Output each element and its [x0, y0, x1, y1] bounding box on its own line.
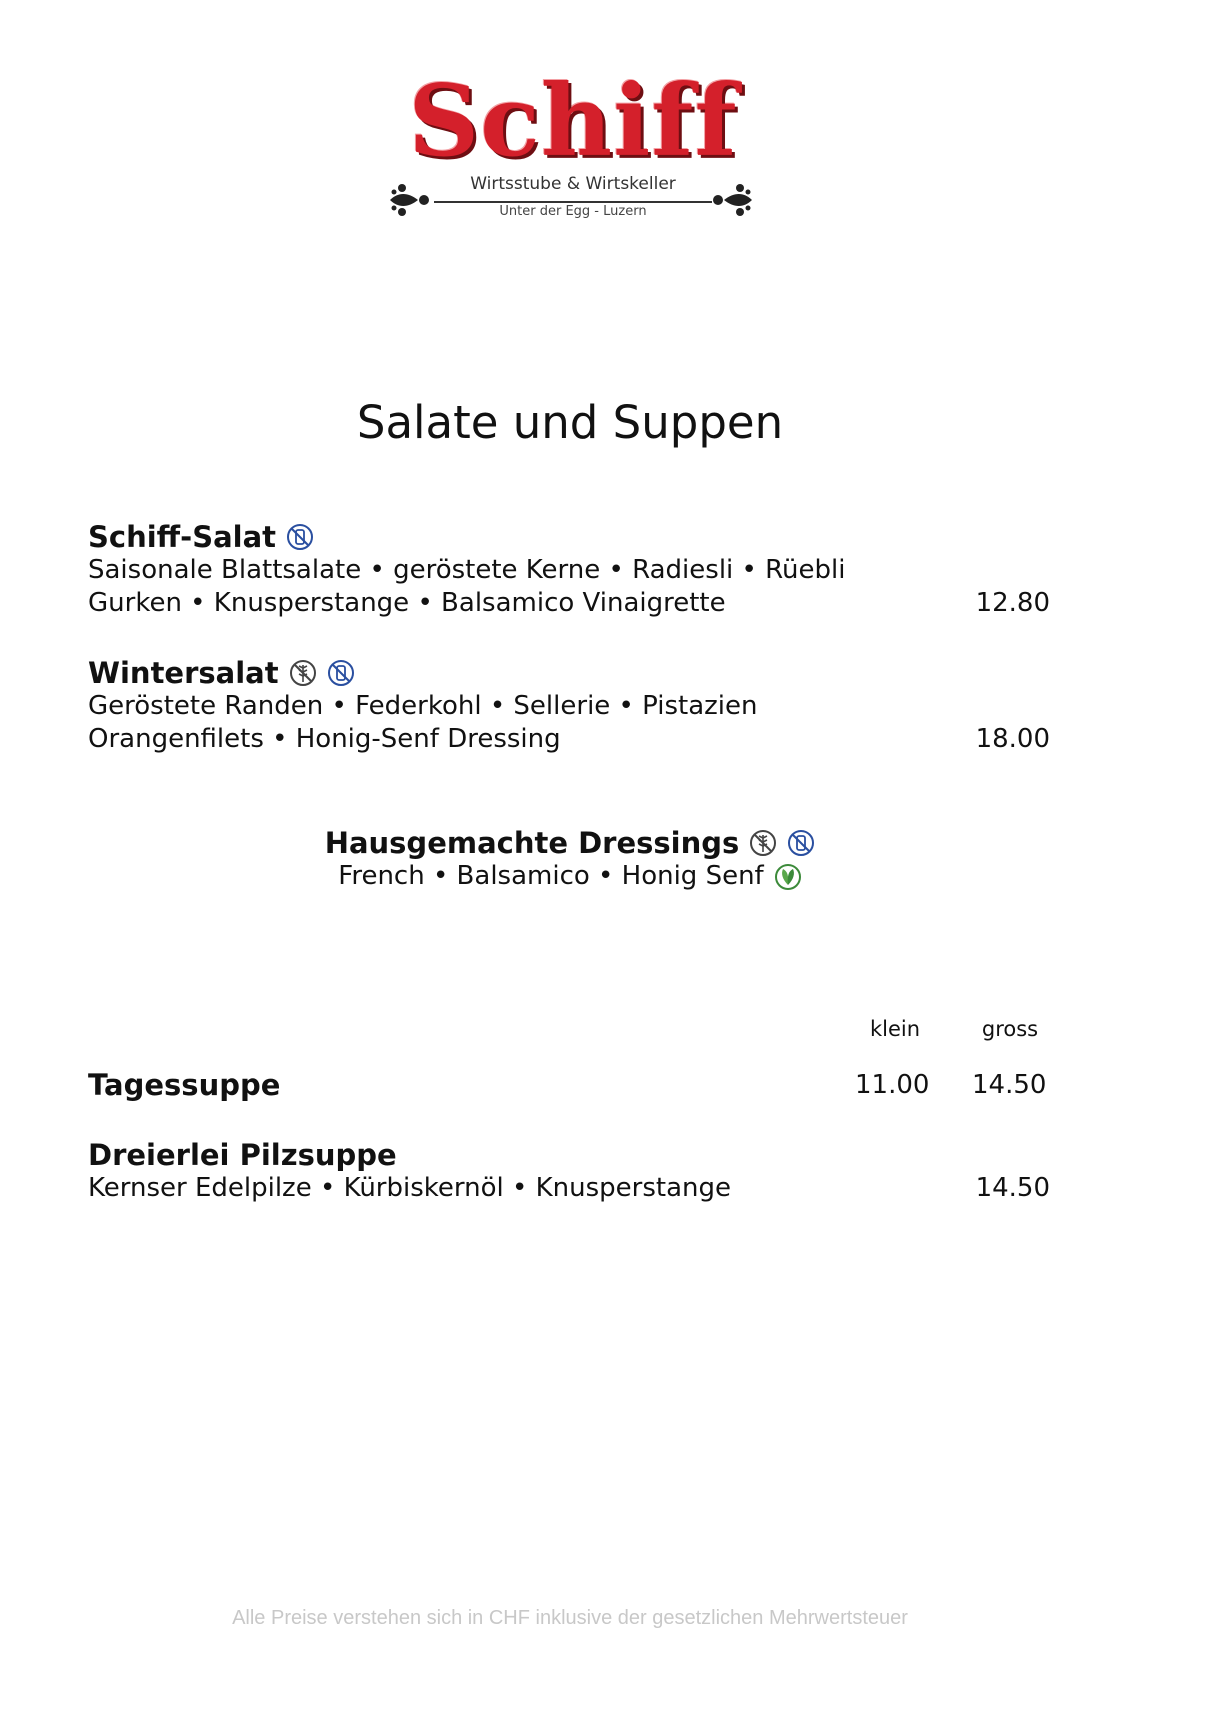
column-header-large: gross [981, 1017, 1039, 1041]
item-name: Dreierlei Pilzsuppe [88, 1138, 397, 1172]
gluten-free-icon [749, 829, 777, 857]
gluten-free-icon [289, 659, 317, 687]
menu-item-dressings [0, 826, 1140, 893]
vegan-icon [774, 863, 802, 891]
item-name: Tagessuppe [88, 1068, 281, 1102]
lactose-free-icon [327, 659, 355, 687]
item-name: Wintersalat [88, 656, 279, 690]
menu-item-wintersalat [88, 656, 1050, 756]
item-description: Orangenfilets • Honig-Senf Dressing [88, 724, 561, 754]
ornament-right-icon [710, 178, 754, 222]
restaurant-logo [388, 66, 758, 236]
column-header-small: klein [869, 1017, 921, 1041]
page-title: Salate und Suppen [356, 396, 784, 450]
item-description: Gurken • Knusperstange • Balsamico Vinaigrette [88, 588, 726, 618]
ornament-left-icon [388, 178, 432, 222]
logo-divider [434, 201, 712, 203]
footer-note: Alle Preise verstehen sich in CHF inklusive der gesetzlichen Mehrwertsteuer [232, 1607, 908, 1629]
logo-wordmark: Schiff [408, 64, 738, 179]
item-price: 18.00 [975, 724, 1050, 754]
item-price: 14.50 [975, 1173, 1050, 1203]
menu-item-schiff-salat [88, 520, 1050, 620]
menu-item-pilzsuppe [88, 1138, 1050, 1205]
logo-location: Unter der Egg - Luzern [499, 204, 647, 219]
lactose-free-icon [286, 523, 314, 551]
lactose-free-icon [787, 829, 815, 857]
item-name: Hausgemachte Dressings [324, 826, 740, 860]
item-name: Schiff-Salat [88, 520, 277, 554]
item-description: Saisonale Blattsalate • geröstete Kerne • Radiesli • Rüebli [88, 555, 846, 585]
item-description: French • Balsamico • Honig Senf [338, 861, 764, 891]
item-price: 12.80 [975, 588, 1050, 618]
price-large: 14.50 [972, 1070, 1047, 1100]
item-description: Geröstete Randen • Federkohl • Sellerie • Pistazien [88, 691, 758, 721]
item-description: Kernser Edelpilze • Kürbiskernöl • Knusperstange [88, 1173, 731, 1203]
logo-subtitle: Wirtsstube & Wirtskeller [470, 174, 676, 194]
price-small: 11.00 [855, 1070, 930, 1100]
